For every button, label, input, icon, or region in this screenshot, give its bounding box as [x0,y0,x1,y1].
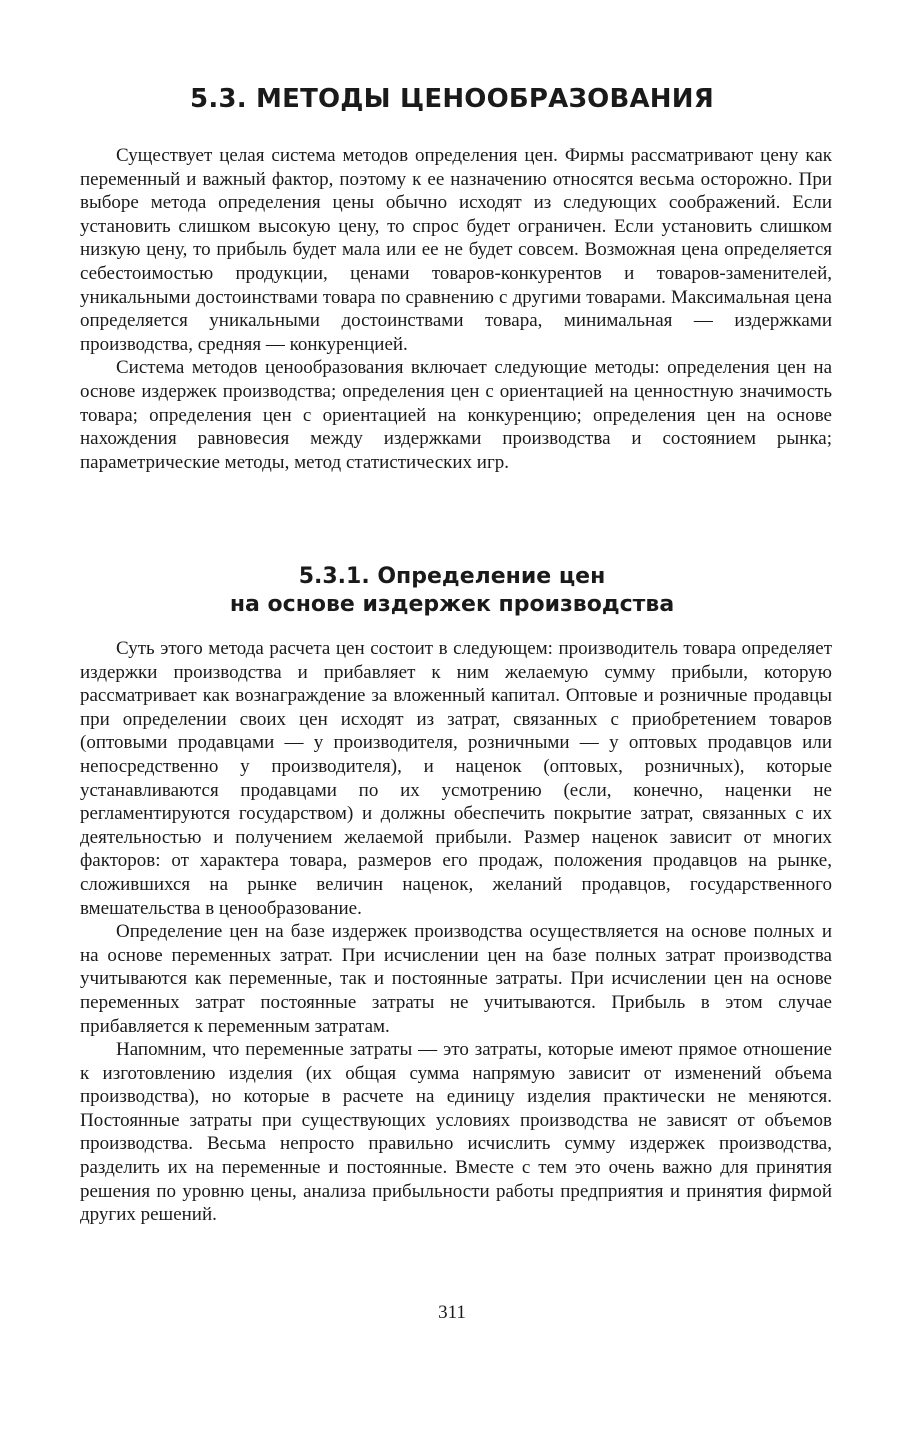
paragraph: Определение цен на базе издержек производства осуществляется на основе полных и на основе переменных затрат. При исчислении цен на базе полных затрат производства учитываются как переменные, так и постоянные затраты. При исчислении цен на основе переменных затрат постоянные затраты не учитываются. Прибыль в этом случае прибавляется к переменным затратам. [80,921,832,1037]
subsection-title [0,563,904,619]
section-body [80,144,832,474]
paragraph: Система методов ценообразования включает следующие методы: определения цен на основе издержек производства; определения цен с ориентацией на ценностную значимость товара; определения цен с ориентацией на конкуренцию; определения цен на основе нахождения равновесия между издержками производства и состоянием рынка; параметрические методы, метод статистических игр. [80,357,832,473]
subsection-title-line-1: 5.3.1. Определение цен [298,564,606,589]
subsection-body [80,637,832,1227]
paragraph: Напомним, что переменные затраты — это затраты, которые имеют прямое отношение к изготовлению изделия (их общая сумма напрямую зависит от изменений объема производства), но которые в расчете на единицу изделия практически не меняются. Постоянные затраты при существующих условиях производства не зависят от объемов производства. Весьма непросто правильно исчислить сумму издержек производства, разделить их на переменные и постоянные. Вместе с тем это очень важно для принятия решения по уровню цены, анализа прибыльности работы предприятия и принятия фирмой других решений. [80,1039,832,1226]
section-title: 5.3. МЕТОДЫ ЦЕНООБРАЗОВАНИЯ [190,84,714,114]
paragraph: Суть этого метода расчета цен состоит в следующем: производитель товара определяет издержки производства и прибавляет к ним желаемую сумму прибыли, которую рассматривает как вознаграждение за вложенный капитал. Оптовые и розничные продавцы при определении своих цен исходят из затрат, связанных с приобретением товаров (оптовыми продавцами — у производителя, розничными — у оптовых продавцов или непосредственно у производителя), и наценок (оптовых, розничных), которые устанавливаются продавцами по их усмотрению (если, конечно, наценки не регламентируются государством) и должны обеспечить покрытие затрат, связанных с их деятельностью и получением желаемой прибыли. Размер наценок зависит от многих факторов: от характера товара, размеров его продаж, положения продавцов на рынке, сложившихся на рынке величин наценок, желаний продавцов, государственного вмешательства в ценообразование. [80,638,832,919]
subsection-title-line-2: на основе издержек производства [229,592,675,617]
paragraph: Существует целая система методов определения цен. Фирмы рассматривают цену как переменный и важный фактор, поэтому к ее назначению относятся весьма осторожно. При выборе метода определения цены обычно исходят из следующих соображений. Если установить слишком высокую цену, то спрос будет ограничен. Если установить слишком низкую цену, то прибыль будет мала или ее не будет совсем. Возможная цена определяется себестоимостью продукции, ценами товаров-конкурентов и товаров-заменителей, уникальными достоинствами товара по сравнению с другими товарами. Максимальная цена определяется уникальными достоинствами товара, минимальная — издержками производства, средняя — конкуренцией. [80,145,832,355]
page-number: 311 [438,1302,466,1323]
